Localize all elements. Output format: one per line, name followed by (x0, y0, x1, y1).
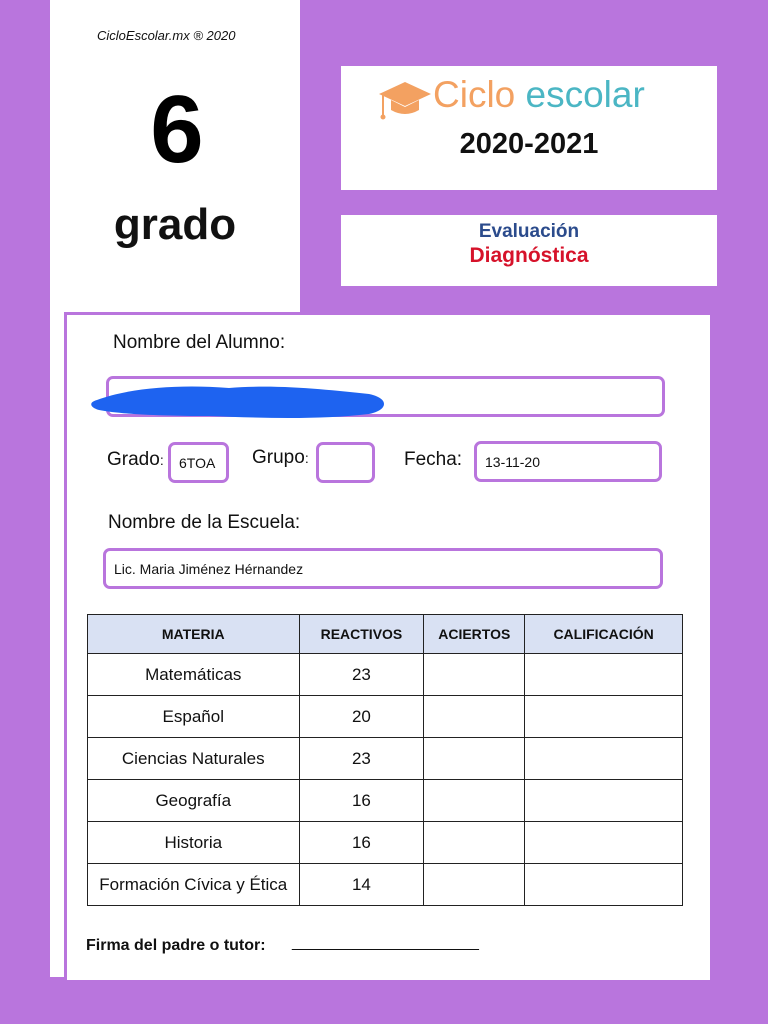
redaction-scribble (89, 380, 389, 422)
grade-number: 6 (150, 76, 204, 183)
cell-materia: Matemáticas (88, 654, 300, 696)
cell-reactivos: 20 (299, 696, 424, 738)
date-value: 13-11-20 (485, 453, 541, 470)
signature-line[interactable]: _____________________ (292, 934, 479, 951)
cell-reactivos: 16 (299, 780, 424, 822)
date-field[interactable] (474, 441, 662, 482)
cell-reactivos: 14 (299, 864, 424, 906)
cell-materia: Español (88, 696, 300, 738)
evaluation-title: Evaluación (478, 221, 580, 242)
cell-materia: Historia (88, 822, 300, 864)
student-name-label: Nombre del Alumno: (113, 332, 286, 353)
group-label: Grupo: (252, 447, 309, 468)
header-aciertos: ACIERTOS (424, 615, 525, 654)
copyright-text: CicloEscolar.mx ® 2020 (97, 28, 236, 43)
grades-table (87, 614, 683, 906)
grade-value: 6TOA (179, 454, 216, 471)
cell-reactivos: 23 (299, 654, 424, 696)
cell-calificacion[interactable] (525, 822, 683, 864)
evaluation-subtitle: Diagnóstica (469, 244, 589, 267)
cell-materia: Ciencias Naturales (88, 738, 300, 780)
header-materia: MATERIA (88, 615, 300, 654)
date-label: Fecha: (404, 449, 463, 470)
logo-word-escolar: escolar (525, 74, 645, 115)
table-row (88, 696, 683, 738)
logo-word-ciclo: Ciclo (433, 74, 516, 115)
panel-edge (50, 312, 64, 977)
logo-wordmark (433, 76, 645, 113)
table-row (88, 822, 683, 864)
school-label: Nombre de la Escuela: (108, 512, 301, 533)
header-reactivos: REACTIVOS (299, 615, 424, 654)
cell-calificacion[interactable] (525, 780, 683, 822)
cell-aciertos[interactable] (424, 822, 525, 864)
logo-box (341, 66, 717, 190)
school-value: Lic. Maria Jiménez Hérnandez (114, 560, 304, 577)
group-field[interactable] (316, 442, 375, 483)
cell-aciertos[interactable] (424, 696, 525, 738)
cell-materia: Formación Cívica y Ética (88, 864, 300, 906)
signature-label: Firma del padre o tutor: (86, 937, 266, 954)
header-calificacion: CALIFICACIÓN (525, 615, 683, 654)
cell-reactivos: 23 (299, 738, 424, 780)
cell-calificacion[interactable] (525, 864, 683, 906)
cell-calificacion[interactable] (525, 696, 683, 738)
graduation-cap-icon (377, 76, 433, 124)
grade-field[interactable] (168, 442, 229, 483)
grade-label: Grado: (107, 449, 164, 470)
cell-materia: Geografía (88, 780, 300, 822)
cell-aciertos[interactable] (424, 864, 525, 906)
evaluation-box (341, 215, 717, 286)
grade-word: grado (113, 200, 237, 249)
cell-calificacion[interactable] (525, 738, 683, 780)
table-row (88, 738, 683, 780)
table-header-row (88, 615, 683, 654)
school-field[interactable] (103, 548, 663, 589)
background-left-strip (0, 0, 48, 1024)
school-year: 2020-2021 (459, 128, 599, 160)
cell-aciertos[interactable] (424, 738, 525, 780)
cell-calificacion[interactable] (525, 654, 683, 696)
cell-reactivos: 16 (299, 822, 424, 864)
table-row (88, 864, 683, 906)
cell-aciertos[interactable] (424, 780, 525, 822)
cell-aciertos[interactable] (424, 654, 525, 696)
table-row (88, 780, 683, 822)
table-row (88, 654, 683, 696)
